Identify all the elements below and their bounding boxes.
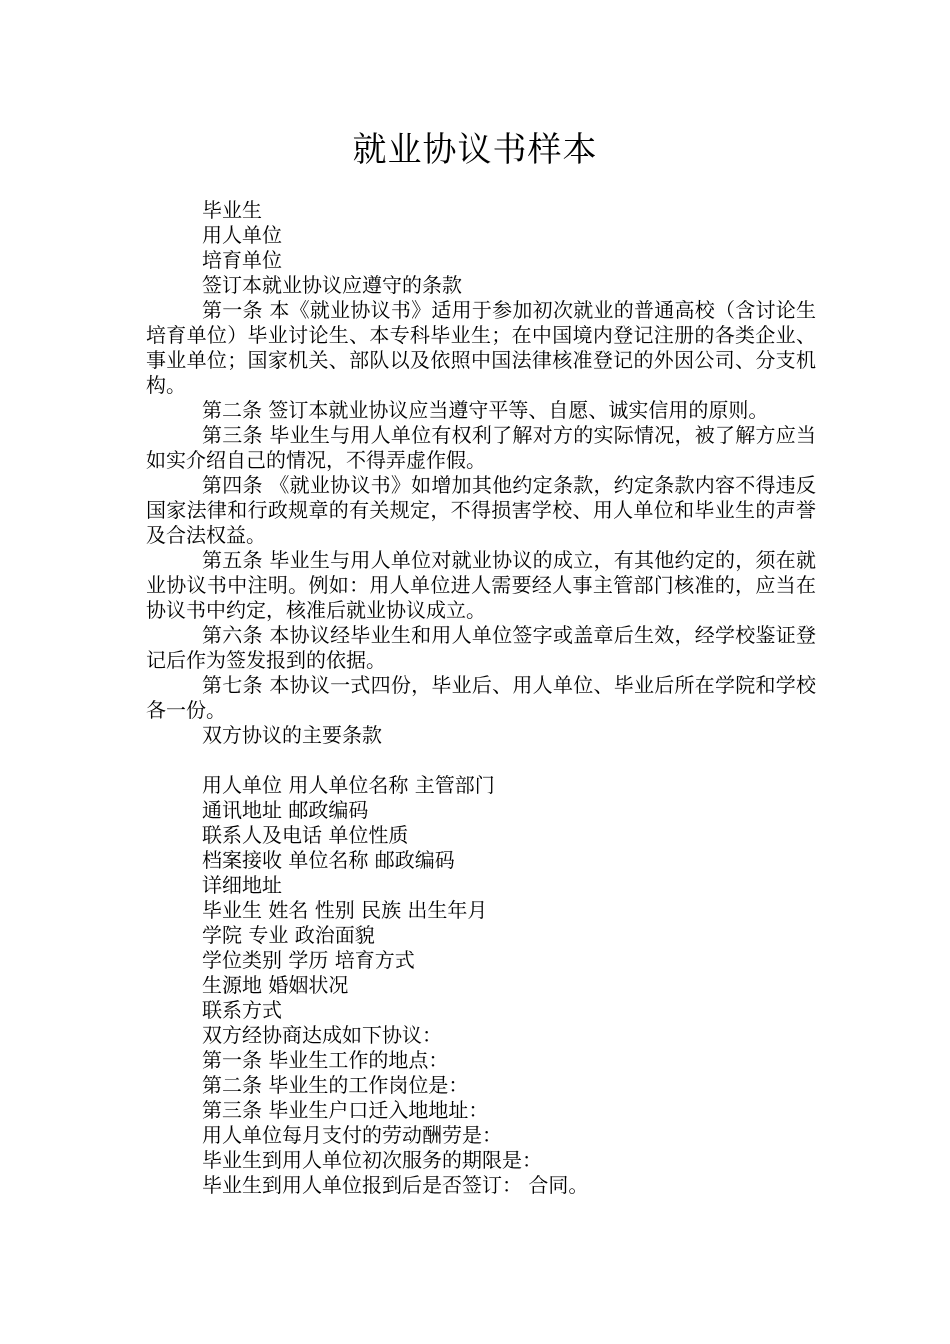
article-4: 第四条 《就业协议书》如增加其他约定条款，约定条款内容不得违反国家法律和行政规章的有关规定，不得损害学校、用人单位和毕业生的声誉及合法权益。 (146, 473, 816, 547)
party-training-unit: 培育单位 (202, 248, 282, 272)
field-line: 联系方式 (202, 998, 282, 1022)
agreement-item: 第一条 毕业生工作的地点： (202, 1048, 449, 1072)
agreement-intro: 双方经协商达成如下协议： (202, 1023, 442, 1047)
field-line: 毕业生 姓名 性别 民族 出生年月 (202, 898, 488, 922)
article-2: 第二条 签订本就业协议应当遵守平等、自愿、诚实信用的原则。 (202, 398, 769, 422)
agreement-item: 毕业生到用人单位初次服务的期限是： (202, 1148, 542, 1172)
main-terms-heading: 双方协议的主要条款 (202, 723, 382, 747)
agreement-item: 第三条 毕业生户口迁入地地址： (202, 1098, 489, 1122)
field-line: 学院 专业 政治面貌 (202, 923, 375, 947)
field-line: 详细地址 (202, 873, 282, 897)
article-7: 第七条 本协议一式四份，毕业后、用人单位、毕业后所在学院和学校各一份。 (146, 673, 816, 722)
agreement-item: 第二条 毕业生的工作岗位是： (202, 1073, 469, 1097)
article-6: 第六条 本协议经毕业生和用人单位签字或盖章后生效，经学校鉴证登记后作为签发报到的依据。 (146, 623, 816, 672)
agreement-item: 毕业生到用人单位报到后是否签订： 合同。 (202, 1173, 589, 1197)
document-title: 就业协议书样本 (352, 130, 598, 170)
field-line: 联系人及电话 单位性质 (202, 823, 409, 847)
party-graduate: 毕业生 (202, 198, 262, 222)
field-line: 档案接收 单位名称 邮政编码 (202, 848, 455, 872)
field-line: 学位类别 学历 培育方式 (202, 948, 415, 972)
article-5: 第五条 毕业生与用人单位对就业协议的成立，有其他约定的，须在就业协议书中注明。例如：用人单位进人需要经人事主管部门核准的，应当在协议书中约定，核准后就业协议成立。 (146, 548, 816, 622)
agreement-item: 用人单位每月支付的劳动酬劳是： (202, 1123, 502, 1147)
field-line: 通讯地址 邮政编码 (202, 798, 369, 822)
article-3: 第三条 毕业生与用人单位有权利了解对方的实际情况，被了解方应当如实介绍自己的情况，不得弄虚作假。 (146, 423, 816, 472)
field-line: 生源地 婚姻状况 (202, 973, 349, 997)
document-body (146, 198, 816, 1198)
terms-heading: 签订本就业协议应遵守的条款 (202, 273, 462, 297)
article-1: 第一条 本《就业协议书》适用于参加初次就业的普通高校（含讨论生培育单位）毕业讨论生、本专科毕业生；在中国境内登记注册的各类企业、事业单位；国家机关、部队以及依照中国法律核准登记的外因公司、分支机构。 (146, 298, 816, 397)
blank-line (146, 748, 816, 773)
party-employer: 用人单位 (202, 223, 282, 247)
field-line: 用人单位 用人单位名称 主管部门 (202, 773, 495, 797)
